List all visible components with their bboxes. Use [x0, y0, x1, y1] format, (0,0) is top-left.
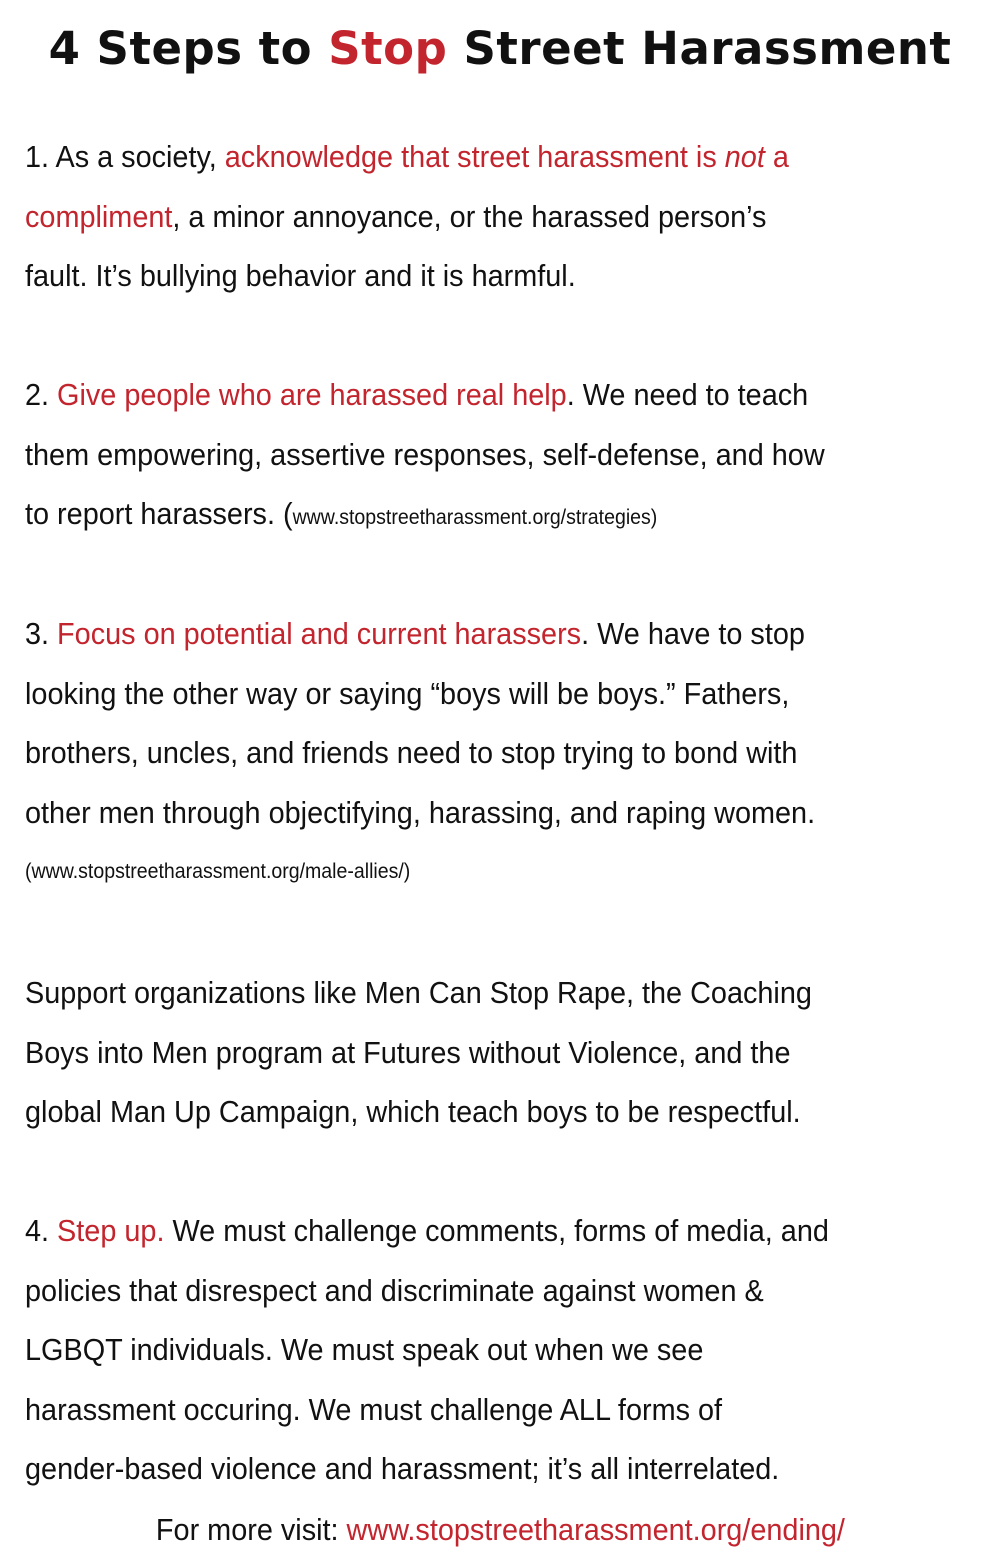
step-3-line-4: other men through objectifying, harassing, and raping women.: [25, 794, 816, 830]
step-2-line-3: to report harassers. (www.stopstreetharassment.org/strategies): [25, 496, 658, 531]
step-2-heading: Give people who are harassed real help: [57, 377, 567, 412]
support-line-2: Boys into Men program at Futures without Violence, and the: [25, 1034, 791, 1070]
step-1-heading: acknowledge that street harassment is: [224, 139, 725, 174]
step-4: [25, 1201, 992, 1499]
footer-link[interactable]: www.stopstreetharassment.org/ending/: [346, 1512, 845, 1547]
title-pre: 4 Steps to: [48, 22, 329, 75]
strategies-link[interactable]: www.stopstreetharassment.org/strategies): [292, 506, 658, 529]
step-1-line-1: 1. As a society, acknowledge that street harassment is not a: [25, 139, 789, 174]
step-3: [25, 604, 992, 902]
step-4-line-3: LGBQT individuals. We must speak out when we see: [25, 1332, 704, 1367]
emphasis-not: not: [724, 139, 765, 174]
step-2: [25, 365, 992, 548]
step-1-line-2: compliment, a minor annoyance, or the harassed person’s: [25, 198, 767, 234]
step-3-heading: Focus on potential and current harassers: [57, 616, 582, 651]
step-4-line-2: policies that disrespect and discriminate against women &: [25, 1272, 764, 1308]
step-3-line-3: brothers, uncles, and friends need to stop trying to bond with: [25, 735, 798, 770]
step-4-heading: Step up.: [57, 1213, 165, 1248]
step-4-line-1: 4. Step up. We must challenge comments, forms of media, and: [25, 1213, 829, 1248]
step-3-line-1: 3. Focus on potential and current harassers. We have to stop: [25, 616, 805, 651]
step-2-line-2: them empowering, assertive responses, self-defense, and how: [25, 436, 825, 472]
title-highlight: Stop: [328, 22, 448, 75]
footer-label: For more visit:: [155, 1512, 347, 1547]
support-paragraph: [25, 963, 992, 1142]
step-3-line-2: looking the other way or saying “boys will be boys.” Fathers,: [25, 675, 790, 711]
step-1-line-3: fault. It’s bullying behavior and it is harmful.: [25, 258, 576, 293]
support-line-3: global Man Up Campaign, which teach boys to be respectful.: [25, 1094, 801, 1129]
footer: [0, 1505, 1000, 1555]
page-title: [0, 22, 1000, 76]
step-1: [25, 127, 992, 306]
male-allies-link[interactable]: (www.stopstreetharassment.org/male-allies/): [25, 860, 411, 883]
step-4-line-5: gender-based violence and harassment; it’s all interrelated.: [25, 1451, 780, 1486]
step-4-line-4: harassment occuring. We must challenge ALL forms of: [25, 1391, 723, 1427]
support-line-1: Support organizations like Men Can Stop Rape, the Coaching: [25, 975, 812, 1010]
title-post: Street Harassment: [447, 22, 952, 75]
step-2-line-1: 2. Give people who are harassed real help. We need to teach: [25, 377, 809, 412]
